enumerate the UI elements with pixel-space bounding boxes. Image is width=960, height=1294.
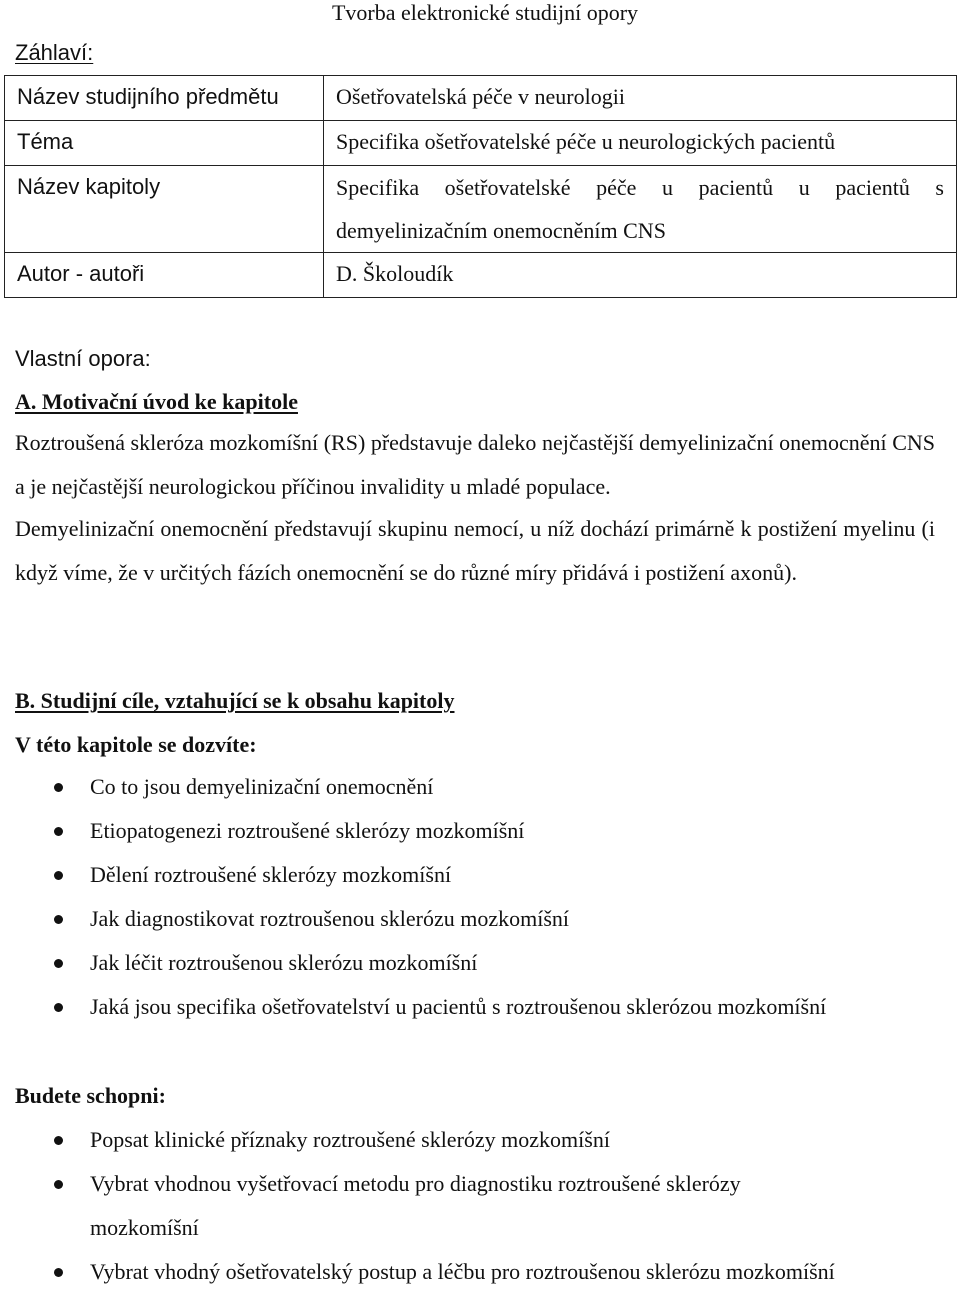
header-key: Téma (5, 121, 324, 166)
bullet-icon (54, 1268, 63, 1277)
list-item (0, 1250, 935, 1294)
header-value: Specifika ošetřovatelské péče u neurologických pacientů (324, 121, 957, 166)
section-a-paragraph-1: Roztroušená skleróza mozkomíšní (RS) představuje daleko nejčastější demyelinizační onemocnění CNS a je nejčastější neurologickou příčinou invalidity u mladé populace. (15, 430, 935, 499)
section-a-heading: A. Motivační úvod ke kapitole (15, 389, 298, 414)
list-item (0, 1118, 935, 1162)
list-item-text: Dělení roztroušené sklerózy mozkomíšní (90, 862, 452, 887)
header-key: Název kapitoly (5, 166, 324, 253)
document-title: Tvorba elektronické studijní opory (331, 0, 639, 25)
learn-heading: V této kapitole se dozvíte: (15, 732, 257, 757)
list-item-text: Etiopatogenezi roztroušené sklerózy mozkomíšní (90, 818, 525, 843)
bullet-icon (54, 1136, 63, 1145)
list-item-text: Jak léčit roztroušenou sklerózu mozkomíšní (90, 950, 478, 975)
list-item (0, 897, 935, 941)
bullet-icon (54, 783, 63, 792)
list-item-text: Vybrat vhodnou vyšetřovací metodu pro diagnostiku roztroušené sklerózy mozkomíšní (90, 1171, 741, 1240)
list-item-text: Vybrat vhodný ošetřovatelský postup a léčbu pro roztroušenou sklerózu mozkomíšní (90, 1259, 835, 1284)
list-item-text: Jaká jsou specifika ošetřovatelství u pacientů s roztroušenou sklerózou mozkomíšní (90, 994, 827, 1019)
bullet-icon (54, 959, 63, 968)
able-heading: Budete schopni: (15, 1083, 166, 1108)
table-row (5, 166, 957, 253)
able-list (0, 1118, 960, 1294)
bullet-icon (54, 1003, 63, 1012)
bullet-icon (54, 827, 63, 836)
header-value: Specifika ošetřovatelské péče u pacientů u pacientů s demyelinizačním onemocněním CNS (324, 166, 957, 253)
body-section-label: Vlastní opora: (15, 346, 151, 371)
list-item (0, 1162, 850, 1250)
list-item (0, 985, 935, 1029)
list-item-text: Popsat klinické příznaky roztroušené sklerózy mozkomíšní (90, 1127, 610, 1152)
header-value: D. Školoudík (324, 253, 957, 298)
list-item-text: Jak diagnostikovat roztroušenou sklerózu mozkomíšní (90, 906, 570, 931)
header-key: Autor - autoři (5, 253, 324, 298)
bullet-icon (54, 1180, 63, 1189)
header-value: Ošetřovatelská péče v neurologii (324, 76, 957, 121)
list-item-text: Co to jsou demyelinizační onemocnění (90, 774, 434, 799)
list-item (0, 809, 935, 853)
header-section-label: Záhlaví: (15, 40, 94, 65)
list-item (0, 853, 935, 897)
header-table (4, 75, 957, 298)
bullet-icon (54, 871, 63, 880)
table-row (5, 121, 957, 166)
section-a-paragraph-2: Demyelinizační onemocnění představují skupinu nemocí, u níž dochází primárně k postižení myelinu (i když víme, že v určitých fázích onemocnění se do různé míry přidává i postižení axonů). (15, 516, 935, 585)
list-item (0, 941, 935, 985)
table-row (5, 253, 957, 298)
list-item (0, 765, 935, 809)
table-row (5, 76, 957, 121)
section-b-heading: B. Studijní cíle, vztahující se k obsahu kapitoly (15, 688, 455, 713)
header-key: Název studijního předmětu (5, 76, 324, 121)
bullet-icon (54, 915, 63, 924)
learn-list (0, 765, 960, 1029)
